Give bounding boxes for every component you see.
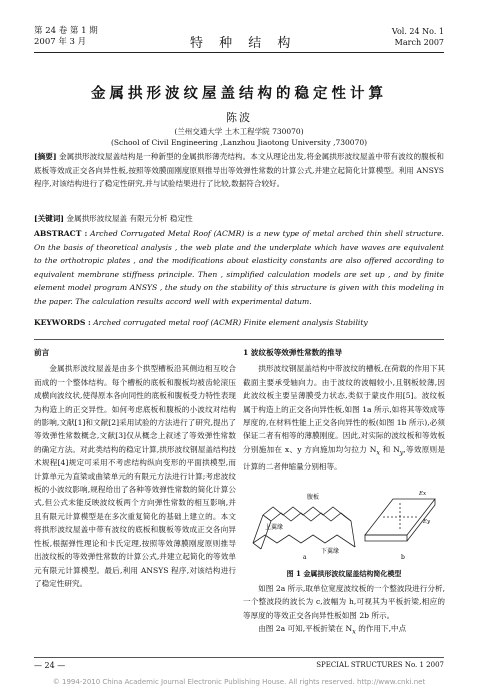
figure-1-diagram bbox=[243, 477, 445, 561]
volume-issue-en: Vol. 24 No. 1 bbox=[391, 27, 444, 36]
fig-label-web: 腹板 bbox=[307, 494, 320, 502]
fig-sublabel-b: b bbox=[401, 554, 405, 562]
left-column bbox=[34, 346, 236, 590]
fig-label-ey: Ey bbox=[423, 519, 431, 526]
preface-paragraph: 金属拱形波纹屋盖是由多个拱型槽板沿其侧边相互咬合而成的一个整体结构。每个槽板的底板和腹板均被齿轮滚压成横向波纹状,使得原本各向同性的底板和腹板受力特性表现为构造上的正交异性。如何考虑底板和腹板的小波纹对结构的影响,文献[1]和文献[2]采用试验的方法进行了研究,提出了等效弹性常数概念,文献[3]仅从概念上叙述了等效弹性常数的确定方法。对此类结构的稳定计算,拱形波纹钢屋盖结构技术规程[4]规定可采用不考虑结构纵向变形的平面拱模型,而计算单元为直梁或曲梁单元的有限元方法进行计算;考虑波纹板的小波纹影响,规程给出了各种等效弹性常数的简化计算公式,但公式未能反映波纹板两个方向弹性常数的相互影响,并且有限元计算模型是在多次重复简化的基础上建立的。本文将拱形波纹屋盖中带有波纹的底板和腹板等效成正交各向异性板,根据弹性理论和卡氏定理,按照等效薄膜刚度原则推导出波纹板的等效弹性常数的计算公式,并建立起简化的等效单元有限元计算模型。最后,利用 ANSYS 程序,对该结构进行了稳定性研究。 bbox=[34, 364, 236, 588]
sub-x-2: x bbox=[352, 628, 356, 636]
section1-paragraph bbox=[243, 362, 445, 473]
fig-label-bottom-flange: 下翼缘 bbox=[321, 548, 340, 556]
section1-text-b: 和 N bbox=[379, 444, 400, 454]
journal-name: 特 种 结 构 bbox=[190, 36, 297, 51]
page-number: — 24 — bbox=[34, 661, 66, 670]
fig-label-ex: Ex bbox=[419, 491, 427, 498]
affiliation-cn: (兰州交通大学 土木工程学院 730070) bbox=[174, 127, 304, 136]
abstract-divider bbox=[34, 339, 444, 340]
abstract-en-text: Arched Corrugated Metal Roof (ACMR) is a new type of metal arched thin shell structure. On the basis of theoretical analysis , the web plate and the underplate which have waves are equivalent to the orthotropic plates , and the modifications about elasticity constants are also offered according to equivalent membrane stiffness principle. Then , simplified calculation models are set up , and by finite element model program ANSYS , the study on the stability of this structure is given with this modeling in the paper. The calculation results accord well with experimental datum. bbox=[34, 229, 444, 306]
date-cn: 2007 年 3 月 bbox=[34, 37, 87, 47]
abstract-en bbox=[34, 227, 444, 309]
keywords-cn bbox=[34, 212, 444, 226]
keywords-en-text: Arched corrugated metal roof (ACMR) Finite element analysis Stability bbox=[93, 318, 368, 327]
abstract-cn-text: 金属拱形波纹屋盖结构是一种新型的金属拱形薄壳结构。本文从理论出发,将金属拱形波纹屋盖中带有波纹的腹板和底板等效成正交各向异性板,按照等效膜面刚度原则推导出等效弹性常数的计算公式,并建立起简化计算模型。利用 ANSYS 程序,对该结构进行了稳定性研究,并与试验结果进行了比较,数据符合较好。 bbox=[34, 152, 444, 189]
keywords-cn-label: [关键词] bbox=[34, 214, 64, 223]
author: 陈波 bbox=[226, 111, 252, 124]
volume-issue-cn: 第 24 卷 第 1 期 bbox=[34, 26, 98, 36]
abstract-cn-label: [摘要] bbox=[34, 152, 57, 161]
fig-label-top-flange: 上翼缘 bbox=[265, 524, 284, 532]
keywords-en bbox=[34, 316, 444, 330]
copyright-notice: © 1994-2010 China Academic Journal Electronic Publishing House. All rights reserved. http://www.cnki.net bbox=[52, 678, 426, 686]
section1-text-c: ,等效原则是计算的二者伸缩量分别相等。 bbox=[243, 444, 445, 471]
date-en: March 2007 bbox=[394, 38, 444, 47]
section1-p3-b: 的作用下,中点 bbox=[355, 624, 407, 634]
abstract-cn bbox=[34, 150, 444, 191]
footer-rule bbox=[34, 657, 444, 658]
sub-y: y bbox=[399, 449, 404, 457]
right-column bbox=[243, 346, 445, 639]
section1-p3-a: 由图 2a 可知,平板折梁在 N bbox=[258, 624, 353, 634]
header-right bbox=[392, 26, 444, 48]
sub-x: x bbox=[376, 449, 380, 457]
fig-sublabel-a: a bbox=[303, 554, 307, 562]
keywords-cn-text: 金属拱形波纹屋盖 有限元分析 稳定性 bbox=[66, 214, 193, 223]
keywords-en-label: KEYWORDS : bbox=[34, 318, 91, 327]
header-rule bbox=[34, 52, 444, 53]
affiliation-en: (School of Civil Engineering ,Lanzhou Jiaotong University ,730070) bbox=[110, 138, 368, 147]
section1-text-a: 拱形波纹钢屋盖结构中带波纹的槽板,在荷载的作用下其截面主要承受轴向力。由于波纹的波幅较小,且钢板较薄,因此波纹板主要呈薄膜受力状态,类似于蒙皮作用[5]。波纹板属于构造上的正交各向异性板,如图 1a 所示,如将其等效成等厚度的,在材料性能上正交各向异性的板(如图 1b 所示),必须保证二者有相等的薄膜刚度。因此,对实际的波纹板和等效板分别施加在 x、y 方向施加均匀拉力 N bbox=[243, 364, 445, 454]
paper-title: 金属拱形波纹屋盖结构的稳定性计算 bbox=[91, 85, 387, 102]
section1-paragraph-2: 如图 2a 所示,取单位宽度波纹板的一个整波段进行分析,一个整波段的波长为 c,波幅为 h,可视其为平板折梁,相应的等厚度的等效正交各向异性板如图 2b 所示。 bbox=[243, 583, 445, 620]
footer-journal: SPECIAL STRUCTURES No. 1 2007 bbox=[316, 661, 444, 669]
section-heading-1: 1 波纹板等效弹性常数的推导 bbox=[243, 348, 343, 357]
header-left bbox=[34, 26, 98, 48]
section-heading-preface: 前言 bbox=[34, 348, 50, 357]
abstract-en-label: ABSTRACT : bbox=[34, 229, 88, 238]
section1-paragraph-3 bbox=[243, 622, 445, 639]
figure-1-caption: 图 1 金属拱形波纹屋盖结构简化模型 bbox=[286, 568, 402, 578]
